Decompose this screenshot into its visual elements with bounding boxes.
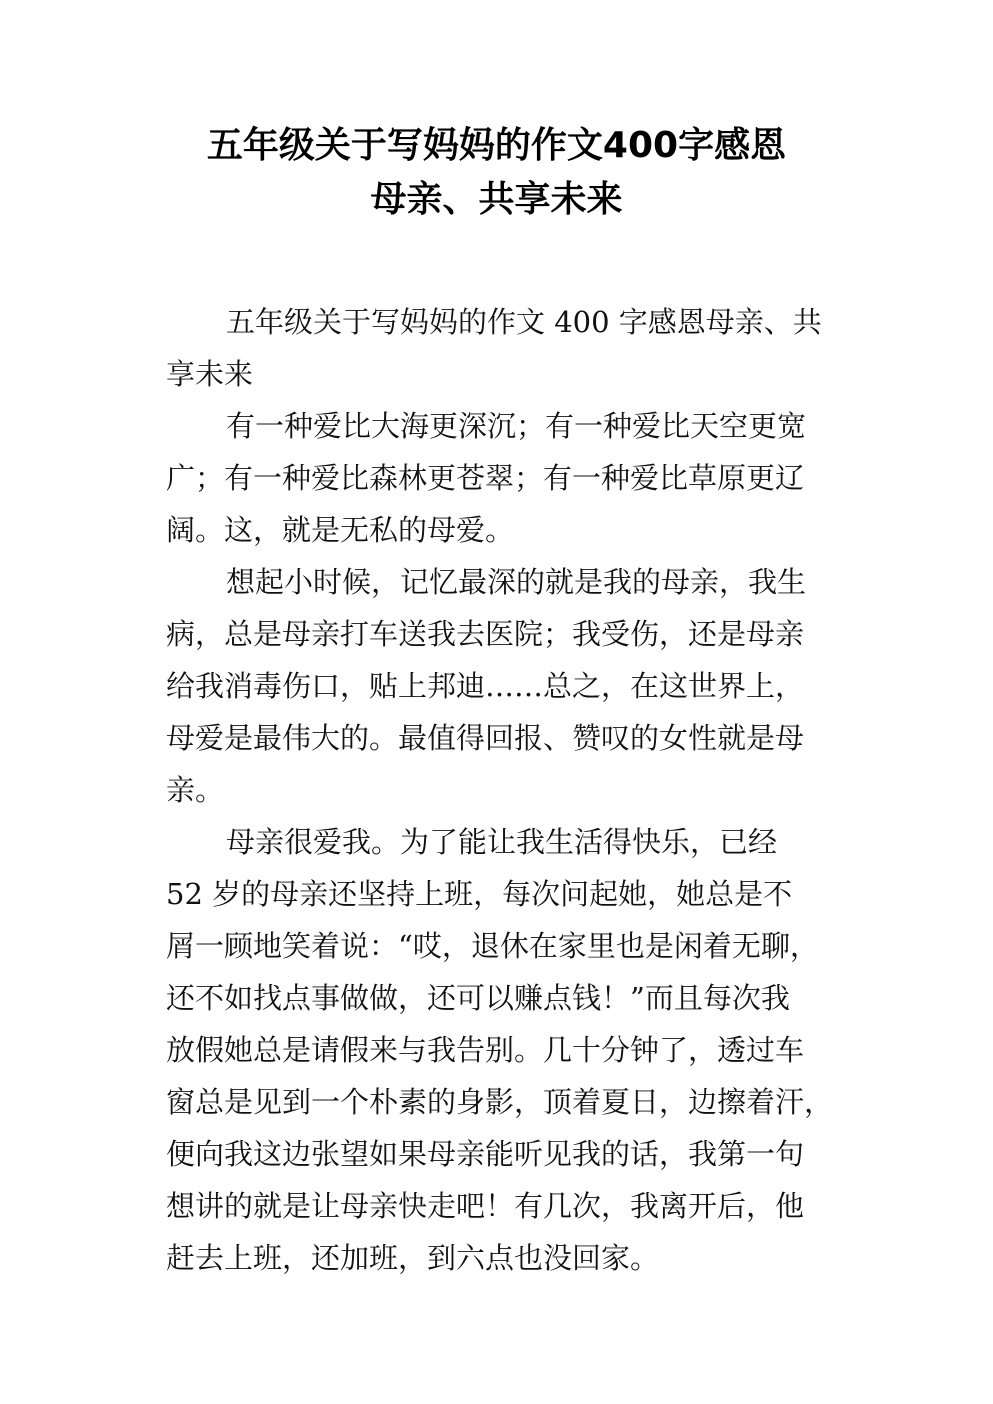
body-line: 广；有一种爱比森林更苍翠；有一种爱比草原更辽	[166, 461, 805, 495]
body-line: 母爱是最伟大的。最值得回报、赞叹的女性就是母	[166, 721, 805, 755]
body-line: 还不如找点事做做，还可以赚点钱！”而且每次我	[166, 981, 790, 1015]
document-title-line-2: 母亲、共享未来	[370, 179, 623, 220]
body-line: 亲。	[166, 773, 225, 807]
body-line: 母亲很爱我。为了能让我生活得快乐，已经	[226, 825, 778, 859]
document-title-line-1: 五年级关于写妈妈的作文400字感恩	[206, 125, 787, 166]
body-line: 给我消毒伤口，贴上邦迪……总之，在这世界上，	[166, 669, 805, 703]
body-line: 想讲的就是让母亲快走吧！有几次，我离开后，他	[166, 1189, 805, 1223]
body-line: 屑一顾地笑着说：“哎，退休在家里也是闲着无聊，	[166, 929, 819, 963]
body-line: 放假她总是请假来与我告别。几十分钟了，透过车	[166, 1033, 805, 1067]
body-line: 窗总是见到一个朴素的身影，顶着夏日，边擦着汗，	[166, 1085, 834, 1119]
body-line: 病，总是母亲打车送我去医院；我受伤，还是母亲	[166, 617, 805, 651]
body-line: 52 岁的母亲还坚持上班，每次问起她，她总是不	[166, 877, 793, 911]
body-line: 便向我这边张望如果母亲能听见我的话，我第一句	[166, 1137, 805, 1171]
body-line: 想起小时候，记忆最深的就是我的母亲，我生	[226, 565, 807, 599]
body-line: 享未来	[166, 357, 254, 391]
body-line: 五年级关于写妈妈的作文 400 字感恩母亲、共	[226, 305, 822, 339]
body-line: 有一种爱比大海更深沉；有一种爱比天空更宽	[226, 409, 807, 443]
body-line: 阔。这，就是无私的母爱。	[166, 513, 515, 547]
body-line: 赶去上班，还加班，到六点也没回家。	[166, 1241, 660, 1275]
